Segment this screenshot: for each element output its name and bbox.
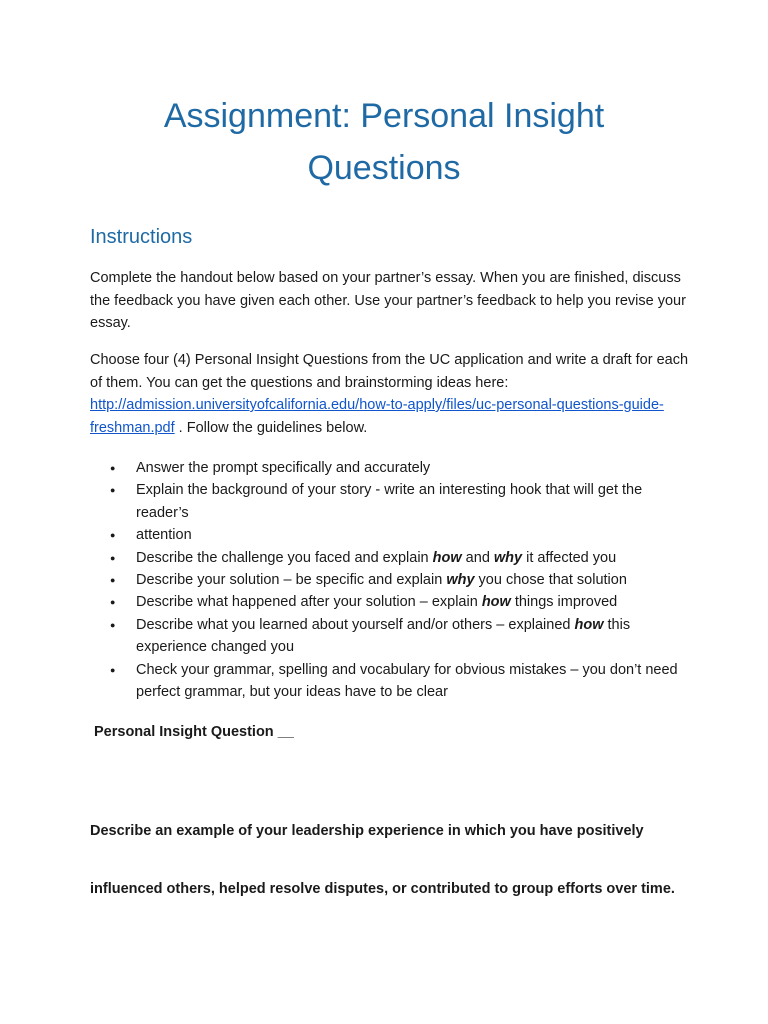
emphasis-why: why (493, 549, 523, 566)
guideline-item: ● Check your grammar, spelling and vocabulary for obvious mistakes – you don’t need perfect grammar, but your ideas have to be clear (90, 659, 690, 704)
guideline-item: ● Describe what happened after your solution – explain how things improved (90, 591, 690, 613)
title-line-1: Assignment: Personal Insight (163, 97, 605, 135)
guideline-item: ● Explain the background of your story - write an interesting hook that will get the reader’s (90, 479, 690, 524)
emphasis-how: how (481, 594, 511, 611)
instructions-paragraph-1: Complete the handout below based on your partner’s essay. When you are finished, discuss the feedback you have given each other. Use your partner’s feedback to help you revise your essay. (90, 270, 686, 331)
uc-questions-guide-link[interactable]: http://admission.universityofcalifornia.edu/how-to-apply/files/uc-personal-questions-guide-freshman.pdf (90, 397, 664, 436)
paragraph-2-text: Choose four (4) Personal Insight Questions from the UC application and write a draft for each of them. You can get the questions and brainstorming ideas here: (90, 352, 689, 391)
leadership-prompt-line-2: influenced others, helped resolve disputes, or contributed to group efforts over time. (90, 881, 675, 897)
guideline-item: ● attention (90, 524, 690, 546)
instructions-heading: Instructions (90, 226, 193, 248)
guideline-item: ● Answer the prompt specifically and accurately (90, 457, 690, 479)
instructions-paragraph-2 (90, 349, 690, 439)
personal-insight-question-label: Personal Insight Question __ (94, 724, 294, 740)
paragraph-2-tail: . Follow the guidelines below. (174, 419, 368, 436)
leadership-prompt-line-1: Describe an example of your leadership experience in which you have positively (90, 823, 644, 839)
emphasis-why: why (446, 572, 475, 589)
guideline-item: ● Describe the challenge you faced and explain how and why it affected you (90, 547, 690, 569)
guidelines-list (90, 457, 690, 703)
emphasis-how: how (432, 549, 462, 566)
guideline-item: ● Describe your solution – be specific and explain why you chose that solution (90, 569, 690, 591)
title-line-2: Questions (307, 149, 461, 187)
emphasis-how: how (574, 616, 604, 633)
document-title (90, 90, 678, 194)
guideline-item: ● Describe what you learned about yourself and/or others – explained how this experience changed you (90, 614, 690, 659)
